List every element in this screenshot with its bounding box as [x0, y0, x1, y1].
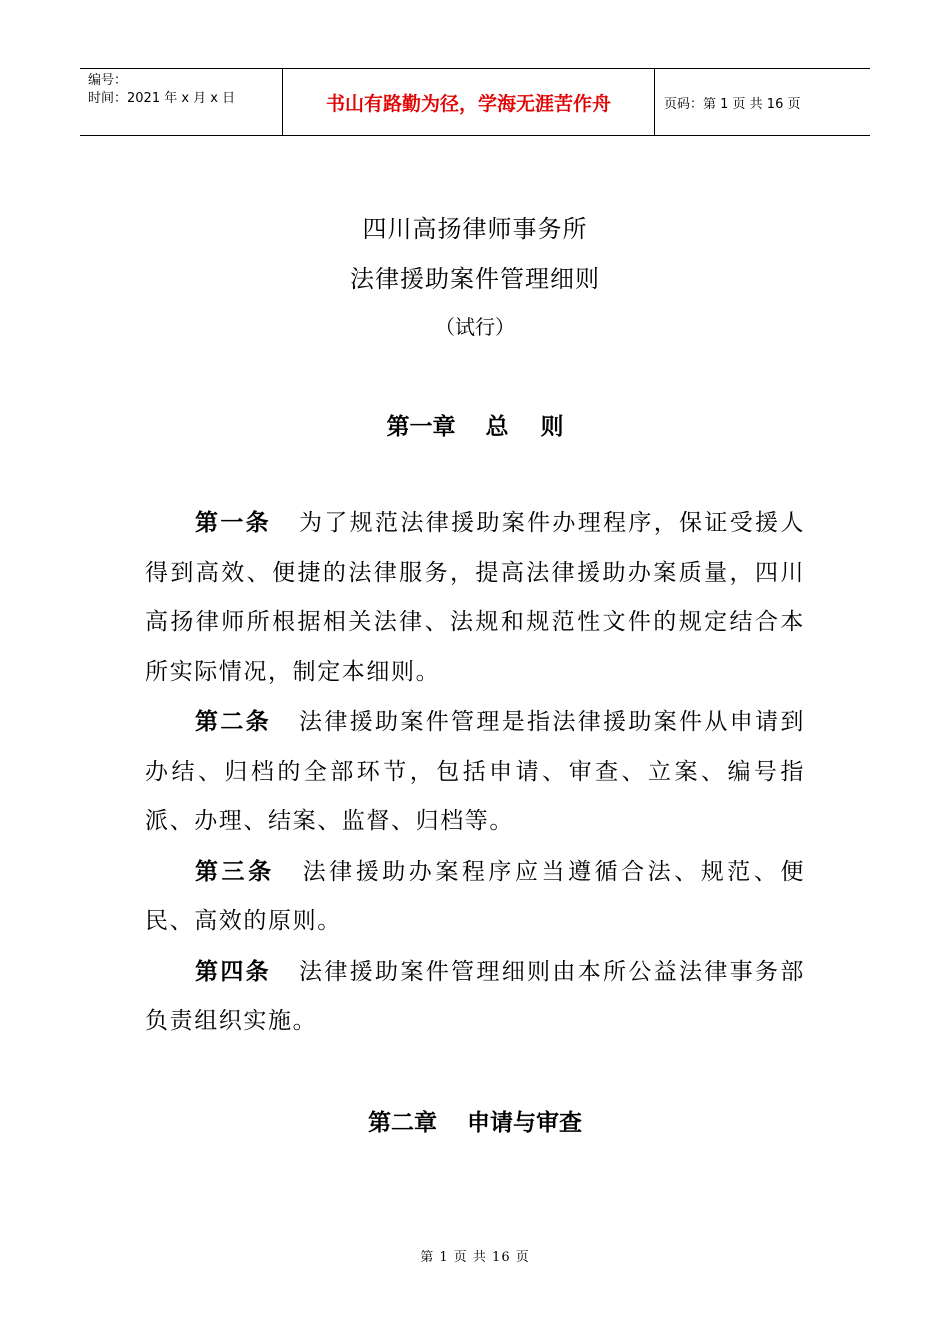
article-text: 法律援助办案程序应当遵循合法、规范、便民、高效的原则。 [145, 858, 805, 934]
article-label: 第一条 [195, 509, 272, 536]
article-text: 法律援助案件管理是指法律援助案件从申请到办结、归档的全部环节，包括申请、审查、立案、编号指派、办理、结案、监督、归档等。 [145, 709, 805, 834]
trial-note: （试行） [435, 315, 515, 339]
number-label: 编号： [88, 73, 128, 88]
article-3 [145, 847, 805, 947]
article-label: 第二条 [195, 708, 272, 735]
page-footer: 第 1 页 共 16 页 [420, 1250, 530, 1265]
chapter-heading-1 [0, 408, 950, 441]
header-meta [80, 69, 282, 135]
org-title: 四川高扬律师事务所 [362, 215, 588, 243]
date-label: 时间：2021 年 x 月 x 日 [88, 91, 236, 106]
page-header [80, 68, 870, 136]
document-title: 法律援助案件管理细则 [350, 265, 600, 293]
chapter-name: 申请与审查 [467, 1109, 582, 1136]
chapter-1-body [145, 498, 805, 1047]
chapter-number: 第一章 [386, 413, 456, 440]
article-label: 第三条 [195, 857, 275, 885]
article-4 [145, 947, 805, 1047]
chapter-heading-2 [0, 1104, 950, 1137]
article-label: 第四条 [195, 957, 272, 985]
article-text: 为了规范法律援助案件办理程序，保证受援人得到高效、便捷的法律服务，提高法律援助办案质量，四川高扬律师所根据相关法律、法规和规范性文件的规定结合本所实际情况，制定本细则。 [145, 510, 805, 685]
header-page-info: 页码：第 1 页 共 16 页 [664, 96, 801, 112]
article-2 [145, 697, 805, 847]
chapter-name: 总 则 [485, 413, 564, 440]
chapter-number: 第二章 [368, 1109, 437, 1136]
article-text: 法律援助案件管理细则由本所公益法律事务部负责组织实施。 [145, 958, 805, 1034]
header-motto: 书山有路勤为径，学海无涯苦作舟 [282, 69, 655, 135]
article-1 [145, 498, 805, 697]
